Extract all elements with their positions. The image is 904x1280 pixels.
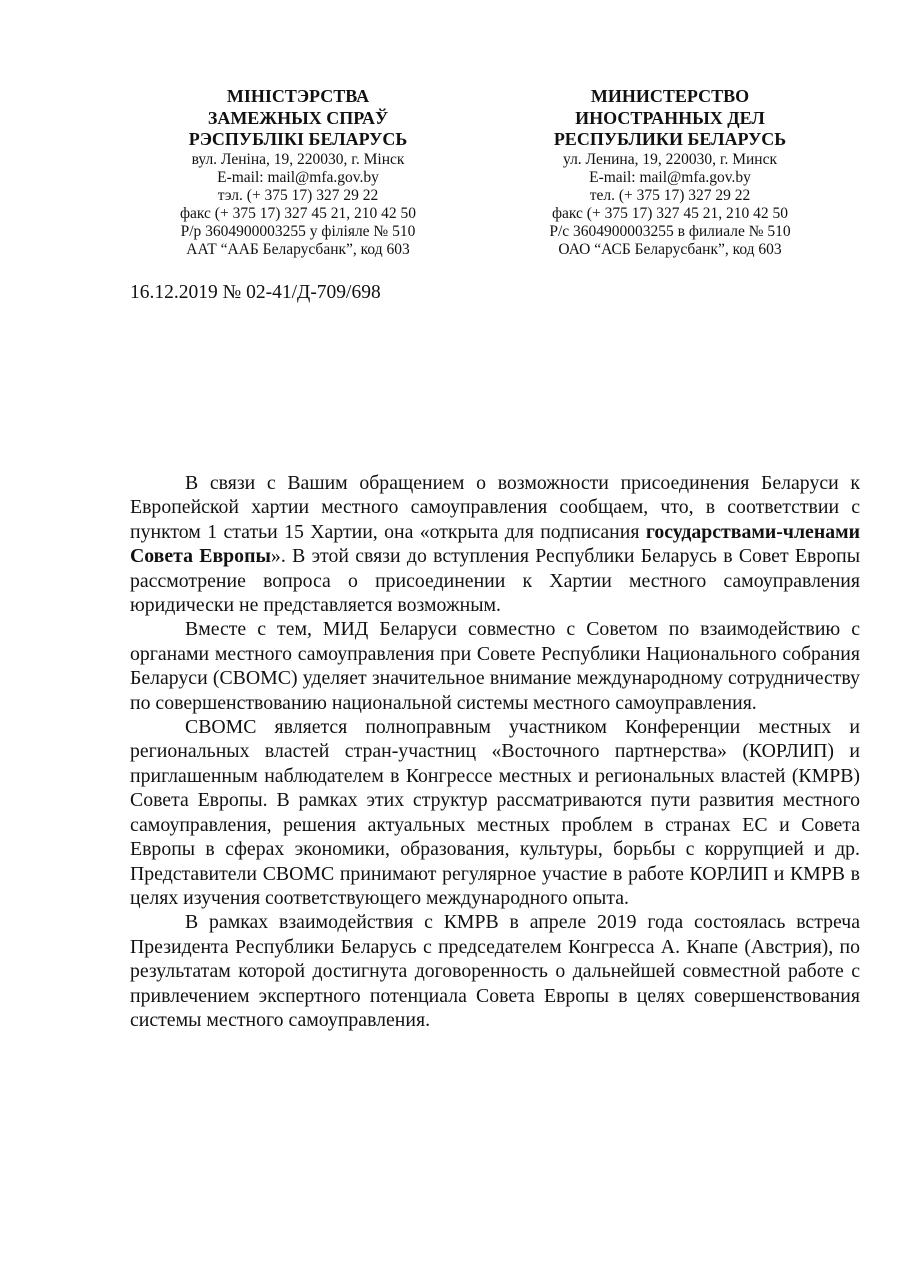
phone-line: тел. (+ 375 17) 327 29 22 [589,186,751,204]
email-line: E-mail: mail@mfa.gov.by [217,168,379,186]
ministry-title-line: РЭСПУБЛІКІ БЕЛАРУСЬ [188,129,408,149]
letterhead-russian [500,86,840,259]
paragraph-1 [130,471,860,617]
bank-line: ААТ “ААБ Беларусбанк”, код 603 [186,240,410,258]
address-line: ул. Ленина, 19, 220030, г. Минск [563,150,777,168]
paragraph-4: В рамках взаимодействия с КМРВ в апреле 2019 года состоялась встреча Президента Республики Беларусь с председателем Конгресса А. Кнапе (Австрия), по результатам которой достигнута договоренность о дальнейшей совместной работе с привлечением экспертного потенциала Совета Европы в целях совершенствования системы местного самоуправления. [130,911,860,1031]
paragraph-1-start: В связи с Вашим обращением о возможности присоединения Беларуси к Европейской хартии местного самоуправления сообщаем, что, в соответствии с пунктом 1 статьи 15 Хартии, она «открыта для подписания [130,472,860,543]
paragraph-1-end: ». В этой связи до вступления Республики Беларусь в Совет Европы рассмотрение вопроса о присоединении к Хартии местного самоуправления юридически не представляется возможным. [130,545,860,617]
paragraph-3: СВОМС является полноправным участником Конференции местных и региональных властей стран-участниц «Восточного партнерства» (КОРЛИП) и приглашенным наблюдателем в Конгрессе местных и региональных властей (КМРВ) Совета Европы. В рамках этих структур рассматриваются пути развития местного самоуправления, решения актуальных местных проблем в странах ЕС и Совета Европы в сферах экономики, образования, культуры, борьбы с коррупцией и др. Представители СВОМС принимают регулярное участие в работе КОРЛИП и КМРВ в целях изучения соответствующего международного опыта. [130,716,860,909]
phone-line: тэл. (+ 375 17) 327 29 22 [217,186,379,204]
letter-body [130,471,860,1032]
letterhead-belarusian [128,86,468,259]
address-line: вул. Леніна, 19, 220030, г. Мінск [191,150,405,168]
fax-line: факс (+ 375 17) 327 45 21, 210 42 50 [179,204,416,222]
ministry-title-line: ЗАМЕЖНЫХ СПРАЎ [207,107,389,128]
letterhead [0,86,904,266]
document-reference: 16.12.2019 № 02-41/Д-709/698 [130,282,381,303]
ministry-title-line: МІНІСТЭРСТВА [226,86,370,106]
paragraph-2: Вместе с тем, МИД Беларуси совместно с Советом по взаимодействию с органами местного самоуправления при Совете Республики Национального собрания Беларуси (СВОМС) уделяет значительное внимание международному сотрудничеству по совершенствованию национальной системы местного самоуправления. [130,618,860,714]
fax-line: факс (+ 375 17) 327 45 21, 210 42 50 [551,204,788,222]
paragraph-1-emphasis: государствами-членами Совета Европы [130,520,860,568]
ministry-title-line: РЕСПУБЛИКИ БЕЛАРУСЬ [553,129,787,149]
bank-line: ОАО “АСБ Беларусбанк”, код 603 [558,240,782,258]
email-line: E-mail: mail@mfa.gov.by [589,168,751,186]
ministry-title-line: МИНИСТЕРСТВО [590,86,750,106]
account-line: Р/р 3604900003255 у філіяле № 510 [180,222,416,240]
account-line: Р/с 3604900003255 в филиале № 510 [549,222,791,240]
ministry-title-line: ИНОСТРАННЫХ ДЕЛ [575,107,765,128]
